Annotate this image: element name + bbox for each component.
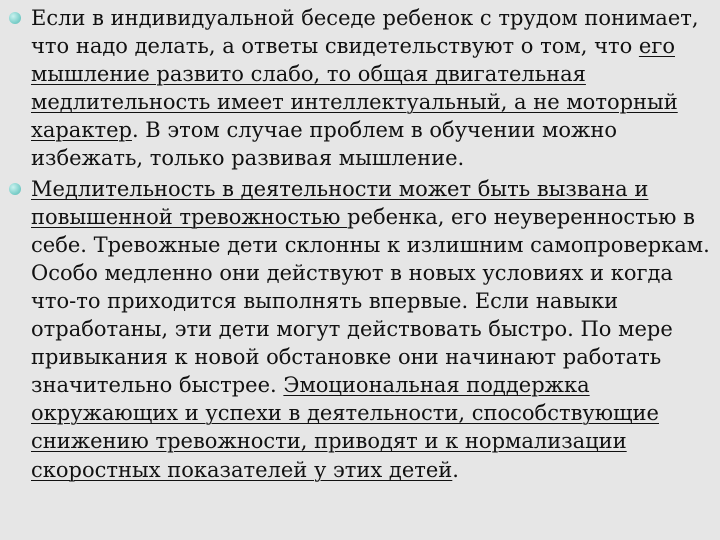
- paragraph-2-text-end: .: [452, 457, 459, 482]
- paragraph-2-text: ребенка, его неуверенностью в себе. Тревожные дети склонны к излишним самопроверкам. Особо медленно они действуют в новых условиях и когда что-то приходится выполнять впервые. Если навыки отработаны, эти дети могут действовать быстро. По мере привыкания к новой обстановке они начинают работать значительно быстрее.: [31, 204, 710, 398]
- paragraph-1-text-end: . В этом случае проблем в обучении можно избежать, только развивая мышление.: [31, 118, 617, 171]
- teal-circle-bullet-icon: [9, 12, 21, 24]
- paragraph-2-underlined-start: Медлительность в деятельности может быть вызвана и повышенной тревожностью: [31, 176, 649, 229]
- list-item: [6, 175, 712, 484]
- paragraph-2-underlined-end: Эмоциональная поддержка окружающих и успехи в деятельности, способствующие снижению тревожности, приводят и к нормализации скоростных показателей у этих детей: [31, 373, 659, 482]
- list-item: [6, 4, 712, 173]
- teal-circle-bullet-icon: [9, 183, 21, 195]
- bullet-list: [6, 4, 712, 486]
- paragraph-1-underlined-text: его мышление развито слабо, то общая двигательная медлительность имеет интеллектуальный, а не моторный характер: [31, 34, 678, 143]
- paragraph-1-text: Если в индивидуальной беседе ребенок с трудом понимает, что надо делать, а ответы свидетельствуют о том, что: [31, 6, 699, 59]
